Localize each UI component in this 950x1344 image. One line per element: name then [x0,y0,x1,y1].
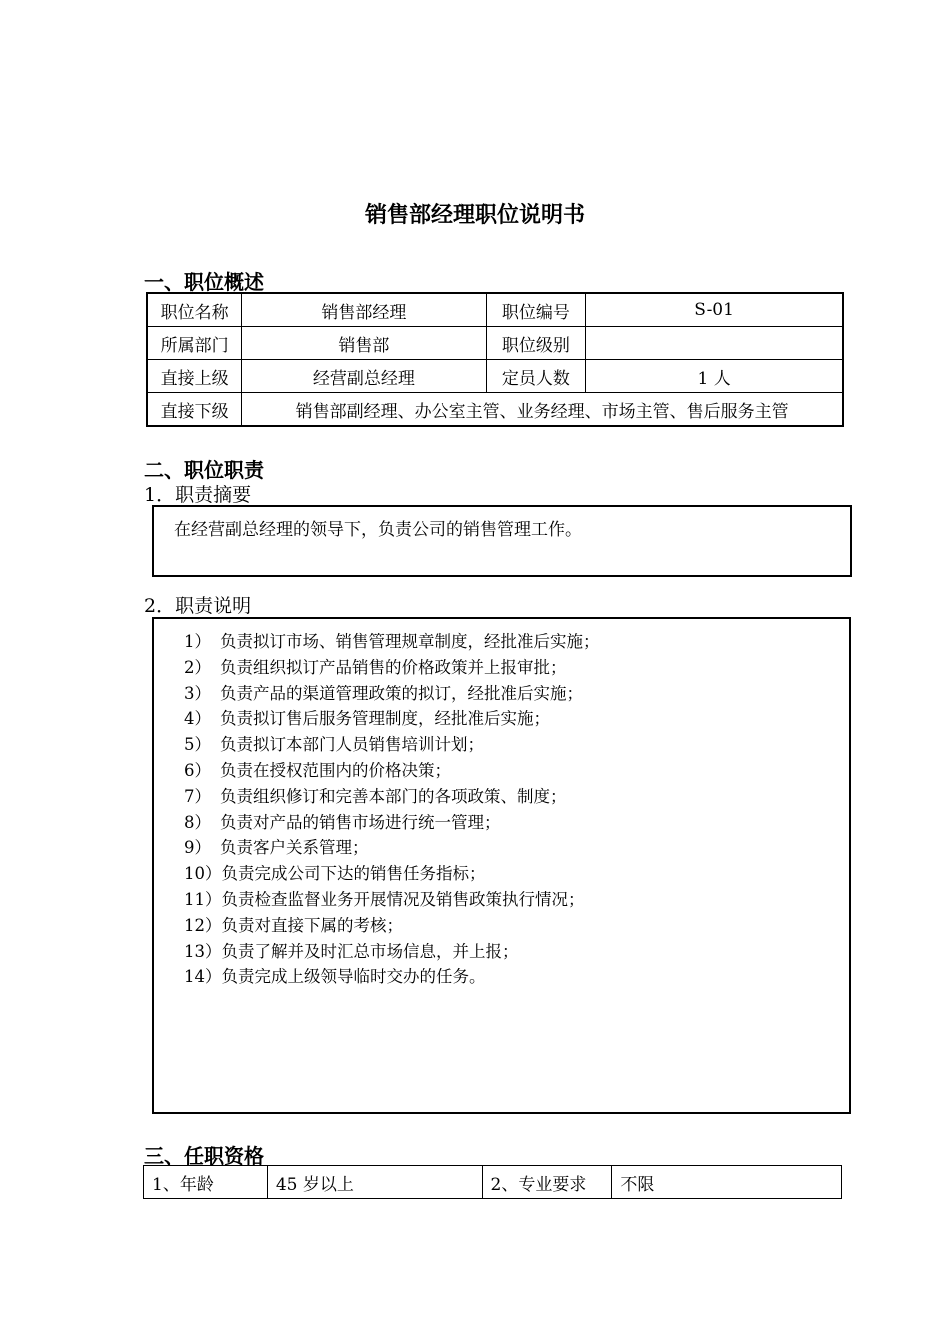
list-item: 10）负责完成公司下达的销售任务指标； [184,864,486,884]
table-cell: S-01 [586,293,843,327]
table-row [147,393,843,427]
document-title: 销售部经理职位说明书 [364,203,585,228]
table-row [147,360,843,393]
table-cell: 所属部门 [147,327,242,360]
section-heading-overview: 一、职位概述 [144,270,264,294]
duty-summary-text: 在经营副总经理的领导下，负责公司的销售管理工作。 [174,520,582,540]
table-cell: 销售部副经理、办公室主管、业务经理、市场主管、售后服务主管 [242,393,843,427]
table-cell: 经营副总经理 [242,360,486,393]
list-item: 2） 负责组织拟订产品销售的价格政策并上报审批； [184,657,567,677]
table-cell: 销售部经理 [242,293,486,327]
table-cell: 职位编号 [486,293,586,327]
table-cell: 直接上级 [147,360,242,393]
section-heading-qualifications: 三、任职资格 [144,1144,264,1168]
qualifications-table [143,1165,842,1199]
table-cell: 直接下级 [147,393,242,427]
list-item: 13）负责了解并及时汇总市场信息，并上报； [184,941,519,961]
duty-detail-label: 2．职责说明 [144,595,252,617]
overview-table [146,292,844,427]
list-item: 4） 负责拟订售后服务管理制度，经批准后实施； [184,709,550,729]
list-item: 5） 负责拟订本部门人员销售培训计划； [184,735,484,755]
list-item: 14）负责完成上级领导临时交办的任务。 [184,967,486,987]
list-item: 9） 负责客户关系管理； [184,838,369,858]
table-cell: 销售部 [242,327,486,360]
list-item: 11）负责检查监督业务开展情况及销售政策执行情况； [184,889,585,909]
list-item: 3） 负责产品的渠道管理政策的拟订，经批准后实施； [184,683,583,703]
table-row [144,1166,842,1199]
list-item: 8） 负责对产品的销售市场进行统一管理； [184,812,501,832]
table-cell: 定员人数 [486,360,586,393]
table-cell: 职位名称 [147,293,242,327]
table-row [147,327,843,360]
duty-summary-label: 1．职责摘要 [144,484,252,506]
duty-list [184,629,600,990]
table-cell: 1、年龄 [144,1166,268,1199]
list-item: 12）负责对直接下属的考核； [184,915,403,935]
list-item: 7） 负责组织修订和完善本部门的各项政策、制度； [184,786,567,806]
table-cell: 2、专业要求 [482,1166,612,1199]
section-heading-duties: 二、职位职责 [144,458,264,482]
list-item: 1） 负责拟订市场、销售管理规章制度，经批准后实施； [184,632,600,651]
table-cell: 1 人 [586,360,843,393]
table-cell: 不限 [612,1166,842,1199]
table-cell: 45 岁以上 [267,1166,482,1199]
duty-summary-box [152,505,852,577]
table-cell [586,327,843,360]
list-item: 6） 负责在授权范围内的价格决策； [184,760,451,780]
table-cell: 职位级别 [486,327,586,360]
duty-detail-box [152,617,851,1114]
table-row [147,293,843,327]
